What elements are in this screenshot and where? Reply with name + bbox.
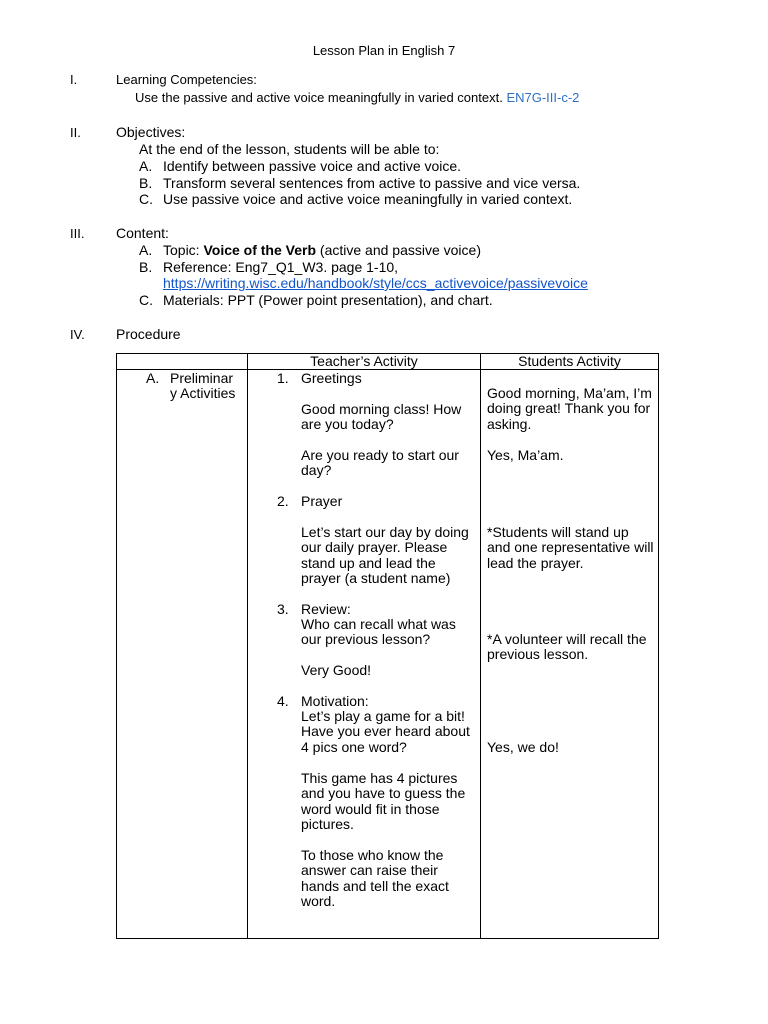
objective-a-text: Identify between passive voice and active voice. — [163, 158, 462, 174]
document-title: Lesson Plan in English 7 — [312, 43, 456, 58]
step-4-number: 4. — [277, 693, 289, 709]
step-4-title: Motivation: — [301, 693, 369, 709]
phase-cell — [117, 370, 248, 939]
step-1-number: 1. — [277, 370, 289, 386]
section-4-numeral: IV. — [70, 327, 85, 342]
phase-letter: A. — [146, 370, 160, 386]
content-topic — [163, 242, 481, 259]
ready-text: Are you ready to start our day? — [301, 447, 459, 479]
step-3-number: 3. — [277, 601, 289, 617]
header-empty — [117, 354, 248, 370]
student-ready-response: Yes, Ma’am. — [487, 447, 564, 463]
competency-statement: Use the passive and active voice meaningfully in varied context. — [135, 90, 503, 105]
content-b-letter: B. — [139, 259, 153, 275]
greeting-text: Good morning class! How are you today? — [301, 401, 462, 433]
step-2-title: Prayer — [301, 493, 343, 509]
objective-b-letter: B. — [139, 175, 153, 191]
game-instructions: This game has 4 pictures and you have to guess the word would fit in those pictures. — [301, 770, 466, 833]
student-prayer-response: *Students will stand up and one representative will lead the prayer. — [487, 524, 654, 571]
section-1-heading: Learning Competencies: — [116, 72, 257, 87]
section-4-heading: Procedure — [116, 326, 181, 342]
content-materials: Materials: PPT (Power point presentation), and chart. — [163, 292, 493, 308]
section-2-heading: Objectives: — [116, 124, 186, 140]
table-row — [117, 370, 659, 939]
review-praise: Very Good! — [301, 662, 372, 678]
learning-competency-text — [135, 90, 579, 105]
student-greeting-response: Good morning, Ma’am, I’m doing great! Thank you for asking. — [487, 385, 652, 432]
section-3-heading: Content: — [116, 225, 169, 241]
content-a-letter: A. — [139, 242, 153, 258]
answer-instructions: To those who know the answer can raise their hands and tell the exact word. — [301, 847, 449, 910]
prayer-text: Let’s start our day by doing our daily prayer. Please stand up and lead the prayer (a student name) — [301, 524, 469, 587]
student-motivation-response: Yes, we do! — [487, 739, 559, 755]
step-3-title: Review: — [301, 601, 351, 617]
content-reference: Reference: Eng7_Q1_W3. page 1-10, — [163, 259, 399, 275]
header-teacher-activity: Teacher’s Activity — [248, 354, 481, 370]
reference-link[interactable]: https://writing.wisc.edu/handbook/style/ccs_activevoice/passivevoice — [163, 275, 588, 291]
section-2-numeral: II. — [70, 125, 81, 140]
objectives-intro: At the end of the lesson, students will be able to: — [139, 141, 440, 157]
competency-code: EN7G-III-c-2 — [506, 90, 580, 105]
topic-label: Topic: — [163, 242, 200, 258]
topic-title: Voice of the Verb — [203, 242, 317, 258]
step-2-number: 2. — [277, 493, 289, 509]
objective-c-text: Use passive voice and active voice meaningfully in varied context. — [163, 191, 573, 207]
topic-detail: (active and passive voice) — [319, 242, 481, 258]
procedure-table — [116, 353, 659, 939]
motivation-text: Let’s play a game for a bit! Have you ever heard about 4 pics one word? — [301, 708, 470, 755]
students-activity-cell — [481, 370, 659, 939]
table-header-row — [117, 354, 659, 370]
header-students-activity: Students Activity — [481, 354, 659, 370]
section-3-numeral: III. — [70, 226, 85, 241]
section-1-numeral: I. — [70, 72, 78, 87]
objective-b-text: Transform several sentences from active to passive and vice versa. — [163, 175, 581, 191]
teacher-activity-cell — [248, 370, 481, 939]
objective-c-letter: C. — [139, 191, 153, 207]
objective-a-letter: A. — [139, 158, 153, 174]
step-1-title: Greetings — [301, 370, 362, 386]
content-c-letter: C. — [139, 292, 153, 308]
phase-label-line2: y Activities — [170, 385, 236, 401]
review-question: Who can recall what was our previous lesson? — [301, 616, 456, 648]
student-review-response: *A volunteer will recall the previous lesson. — [487, 631, 647, 663]
phase-label-line1: Preliminar — [170, 370, 234, 386]
